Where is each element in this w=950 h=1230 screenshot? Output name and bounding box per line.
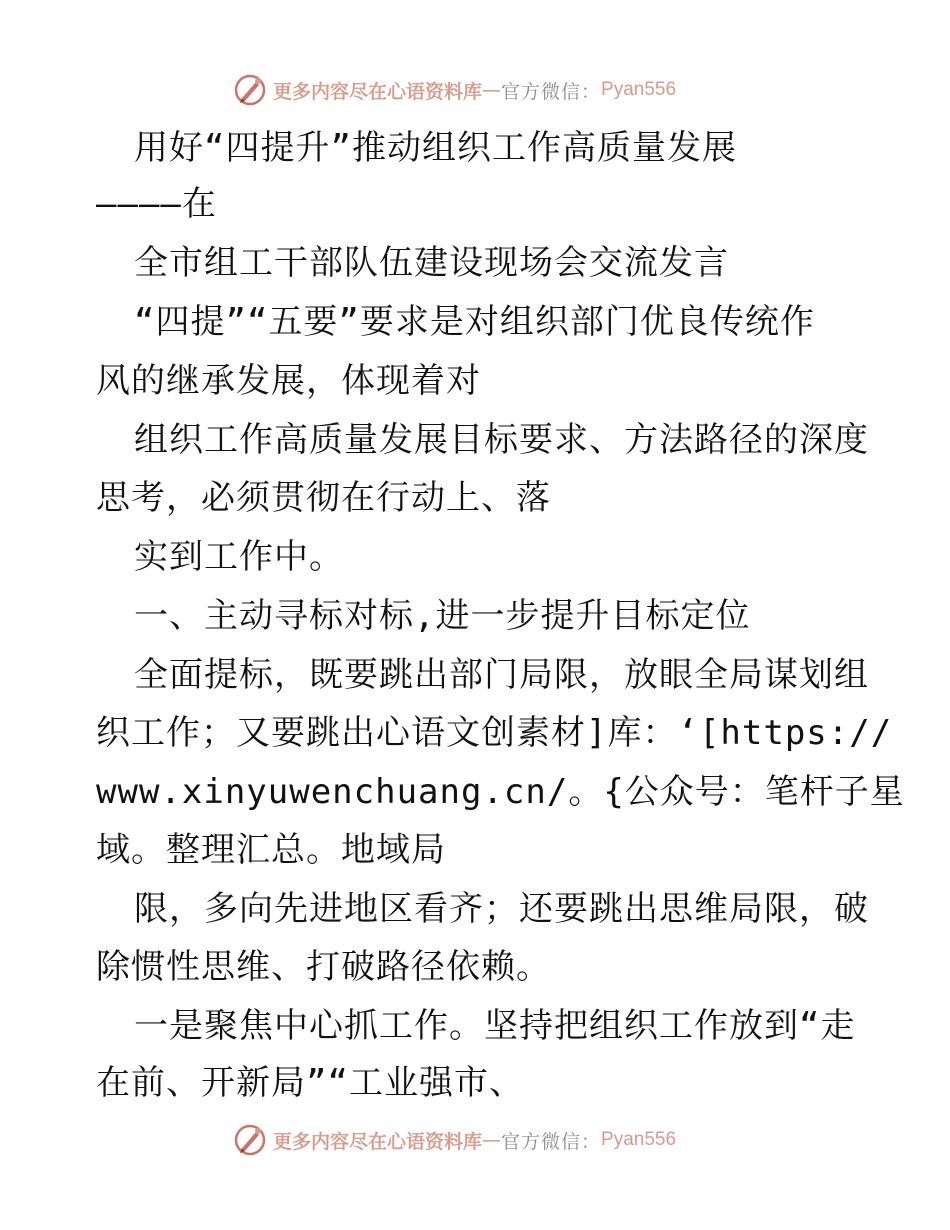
- doc-subtitle: 全市组工干部队伍建设现场会交流发言: [134, 243, 729, 283]
- footer-brand-text: 更多内容尽在心语资料库: [273, 1130, 483, 1153]
- pen-logo-icon: [233, 73, 267, 107]
- footer-dash: —: [482, 1129, 502, 1151]
- pen-logo-icon: [233, 1123, 267, 1157]
- footer-wechat-id: Pyan556: [601, 1129, 677, 1150]
- doc-title-dash: ————在: [96, 184, 217, 224]
- paragraph-line: 除惯性思维、打破路径依赖。: [96, 947, 551, 987]
- paragraph-line: 实到工作中。: [134, 537, 344, 577]
- footer-banner: [233, 1122, 676, 1158]
- paragraph-line: 一是聚焦中心抓工作。坚持把组织工作放到“走: [134, 1006, 856, 1046]
- paragraph-line: 在前、开新局”“工业强市、: [96, 1063, 524, 1103]
- section-heading: 一、主动寻标对标,进一步提升目标定位: [134, 596, 751, 636]
- header-banner: [233, 72, 676, 108]
- doc-title: 用好“四提升”推动组织工作高质量发展: [134, 128, 737, 168]
- header-wechat-id: Pyan556: [601, 79, 677, 100]
- header-dash: —: [482, 79, 502, 101]
- paragraph-line: 组织工作高质量发展目标要求、方法路径的深度: [134, 420, 869, 460]
- paragraph-line: 风的继承发展，体现着对: [96, 361, 481, 401]
- header-brand-text: 更多内容尽在心语资料库: [273, 80, 483, 103]
- header-official-label: 官方微信：: [501, 80, 602, 103]
- paragraph-line: www.xinyuwenchuang.cn/。{公众号：笔杆子星: [96, 772, 905, 812]
- paragraph-line: “四提”“五要”要求是对组织部门优良传统作: [134, 302, 815, 342]
- footer-official-label: 官方微信：: [501, 1130, 602, 1153]
- paragraph-line: 限，多向先进地区看齐；还要跳出思维局限，破: [134, 889, 869, 929]
- paragraph-line: 域。整理汇总。地域局: [96, 830, 446, 870]
- paragraph-line: 思考，必须贯彻在行动上、落: [96, 478, 551, 518]
- paragraph-line: 全面提标，既要跳出部门局限，放眼全局谋划组: [134, 655, 869, 695]
- paragraph-line: 织工作；又要跳出心语文创素材]库：‘[https://: [96, 713, 893, 753]
